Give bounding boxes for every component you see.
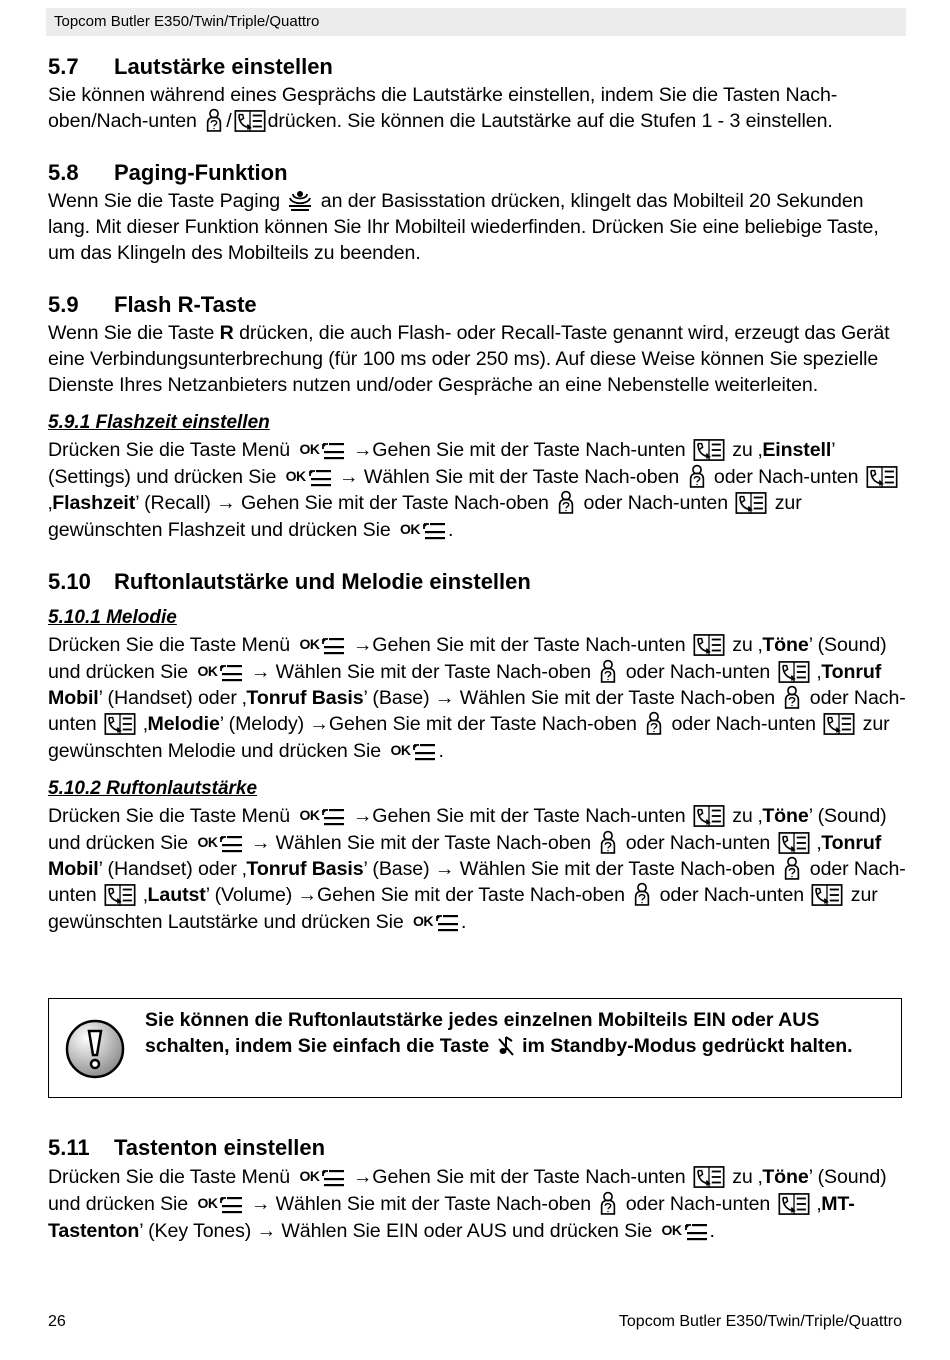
menu-key-icon	[321, 636, 345, 656]
section-5-9-text: Wenn Sie die Taste R drücken, die auch Flash- oder Recall-Taste genannt wird, erzeugt das Gerät eine Verbindungsunterbrechung (für 100 ms oder 250 ms). Auf diese Weise können Sie spezielle Dienste Ihres Netzanbieters nutzen und/oder Gespräche an eine Nebenstelle weiterleiten.	[48, 322, 890, 396]
menu-key-icon	[321, 441, 345, 461]
running-header	[46, 8, 906, 36]
section-heading-5-7: 5.7 Lautstärke einstellen	[48, 54, 333, 79]
subsection-heading-5-10-2: 5.10.2 Ruftonlautstärke	[48, 778, 258, 799]
note-box	[48, 998, 902, 1098]
section-5-11	[48, 1133, 908, 1244]
ok-key-label: OK	[299, 807, 320, 823]
ok-key-label: OK	[661, 1222, 682, 1238]
nav-up-key-icon	[644, 711, 664, 735]
nav-up-key-icon	[782, 685, 802, 709]
ringer-off-icon	[497, 1035, 515, 1057]
subsection-heading-5-10-1: 5.10.1 Melodie	[48, 607, 177, 628]
nav-down-key-icon	[778, 832, 810, 854]
menu-key-icon	[219, 1195, 243, 1215]
ok-key-label: OK	[197, 663, 218, 679]
nav-up-key-icon	[632, 882, 652, 906]
nav-down-key-icon	[693, 439, 725, 461]
page-content	[48, 52, 908, 935]
section-heading-5-9: 5.9 Flash R-Taste	[48, 292, 257, 317]
ok-key-label: OK	[197, 834, 218, 850]
menu-key-icon	[321, 807, 345, 827]
nav-down-key-icon	[823, 713, 855, 735]
ok-key-label: OK	[299, 441, 320, 457]
nav-up-key-icon	[204, 108, 224, 132]
footer-title: Topcom Butler E350/Twin/Triple/Quattro	[618, 1313, 902, 1330]
section-heading-5-8: 5.8 Paging-Funktion	[48, 160, 288, 185]
nav-down-key-icon	[693, 634, 725, 656]
nav-down-key-icon	[693, 805, 725, 827]
ok-key-label: OK	[400, 521, 421, 537]
section-heading-5-10: 5.10 Ruftonlautstärke und Melodie einstellen	[48, 569, 531, 594]
section-5-8-text: Wenn Sie die Taste Paging an der Basisstation drücken, klingelt das Mobilteil 20 Sekunden lang. Mit dieser Funktion können Sie Ihr Mobilteil wiederfinden. Drücken Sie eine beliebige Taste, um das Klingeln des Mobilteils zu beenden.	[48, 190, 879, 264]
nav-down-key-icon	[778, 661, 810, 683]
ok-key-label: OK	[390, 742, 411, 758]
nav-down-key-icon	[104, 713, 136, 735]
subsection-5-10-1-text: Drücken Sie die Taste Menü OK →Gehen Sie mit der Taste Nach-unten zu ‚Töne’ (Sound) und drücken Sie OK → Wählen Sie mit der Taste Nach-oben oder Nach-unten ‚Tonruf Mobil’ (Handset) oder ‚Tonruf Basis’ (Base) → Wählen Sie mit der Taste Nach-oben oder Nach-unten ‚Melodie’ (Melody) →Gehen Sie mit der Taste Nach-oben oder Nach-unten zur gewünschten Melodie und drücken Sie OK .	[48, 631, 908, 764]
nav-up-key-icon	[598, 830, 618, 854]
ok-key-label: OK	[413, 913, 434, 929]
nav-up-key-icon	[556, 490, 576, 514]
menu-key-icon	[219, 663, 243, 683]
subsection-5-10-2-text: Drücken Sie die Taste Menü OK →Gehen Sie mit der Taste Nach-unten zu ‚Töne’ (Sound) und drücken Sie OK → Wählen Sie mit der Taste Nach-oben oder Nach-unten ‚Tonruf Mobil’ (Handset) oder ‚Tonruf Basis’ (Base) → Wählen Sie mit der Taste Nach-oben oder Nach-unten ‚Lautst’ (Volume) →Gehen Sie mit der Taste Nach-oben oder Nach-unten zur gewünschten Lautstärke und drücken Sie OK .	[48, 802, 908, 935]
header-title: Topcom Butler E350/Twin/Triple/Quattro	[54, 13, 320, 30]
menu-key-icon	[219, 834, 243, 854]
ok-key-label: OK	[285, 468, 306, 484]
menu-key-icon	[321, 1168, 345, 1188]
nav-up-key-icon	[782, 856, 802, 880]
nav-down-key-icon	[735, 492, 767, 514]
nav-up-key-icon	[598, 1191, 618, 1215]
nav-down-key-icon	[778, 1193, 810, 1215]
nav-down-key-icon	[234, 110, 266, 132]
nav-down-key-icon	[693, 1166, 725, 1188]
menu-key-icon	[422, 521, 446, 541]
nav-down-key-icon	[104, 884, 136, 906]
nav-up-key-icon	[687, 464, 707, 488]
subsection-heading-5-9-1: 5.9.1 Flashzeit einstellen	[48, 412, 270, 433]
warning-icon	[65, 1019, 125, 1079]
menu-key-icon	[684, 1222, 708, 1242]
section-5-11-text: Drücken Sie die Taste Menü OK →Gehen Sie mit der Taste Nach-unten zu ‚Töne’ (Sound) und drücken Sie OK → Wählen Sie mit der Taste Nach-oben oder Nach-unten ‚MT-Tastenton’ (Key Tones) → Wählen Sie EIN oder AUS und drücken Sie OK .	[48, 1163, 908, 1244]
nav-down-key-icon	[811, 884, 843, 906]
ok-key-label: OK	[197, 1195, 218, 1211]
page-number: 26	[48, 1313, 66, 1330]
paging-icon	[287, 190, 313, 212]
menu-key-icon	[308, 468, 332, 488]
menu-key-icon	[435, 913, 459, 933]
nav-down-key-icon	[866, 466, 898, 488]
menu-key-icon	[412, 742, 436, 762]
ok-key-label: OK	[299, 636, 320, 652]
note-text: Sie können die Ruftonlautstärke jedes einzelnen Mobilteils EIN oder AUS schalten, indem Sie einfach die Taste im Standby-Modus gedrückt halten.	[145, 1009, 853, 1057]
section-heading-5-11: 5.11 Tastenton einstellen	[48, 1135, 326, 1160]
ok-key-label: OK	[299, 1168, 320, 1184]
nav-up-key-icon	[598, 659, 618, 683]
subsection-5-9-1-text: Drücken Sie die Taste Menü OK →Gehen Sie mit der Taste Nach-unten zu ‚Einstell’ (Settings) und drücken Sie OK → Wählen Sie mit der Taste Nach-oben oder Nach-unten ‚Flashzeit’ (Recall) → Gehen Sie mit der Taste Nach-oben oder Nach-unten zur gewünschten Flashzeit und drücken Sie OK .	[48, 436, 908, 543]
section-5-7-text: Sie können während eines Gesprächs die Lautstärke einstellen, indem Sie die Tasten Nach-oben/Nach-unten / drücken. Sie können die Lautstärke auf die Stufen 1 - 3 einstellen.	[48, 84, 838, 132]
